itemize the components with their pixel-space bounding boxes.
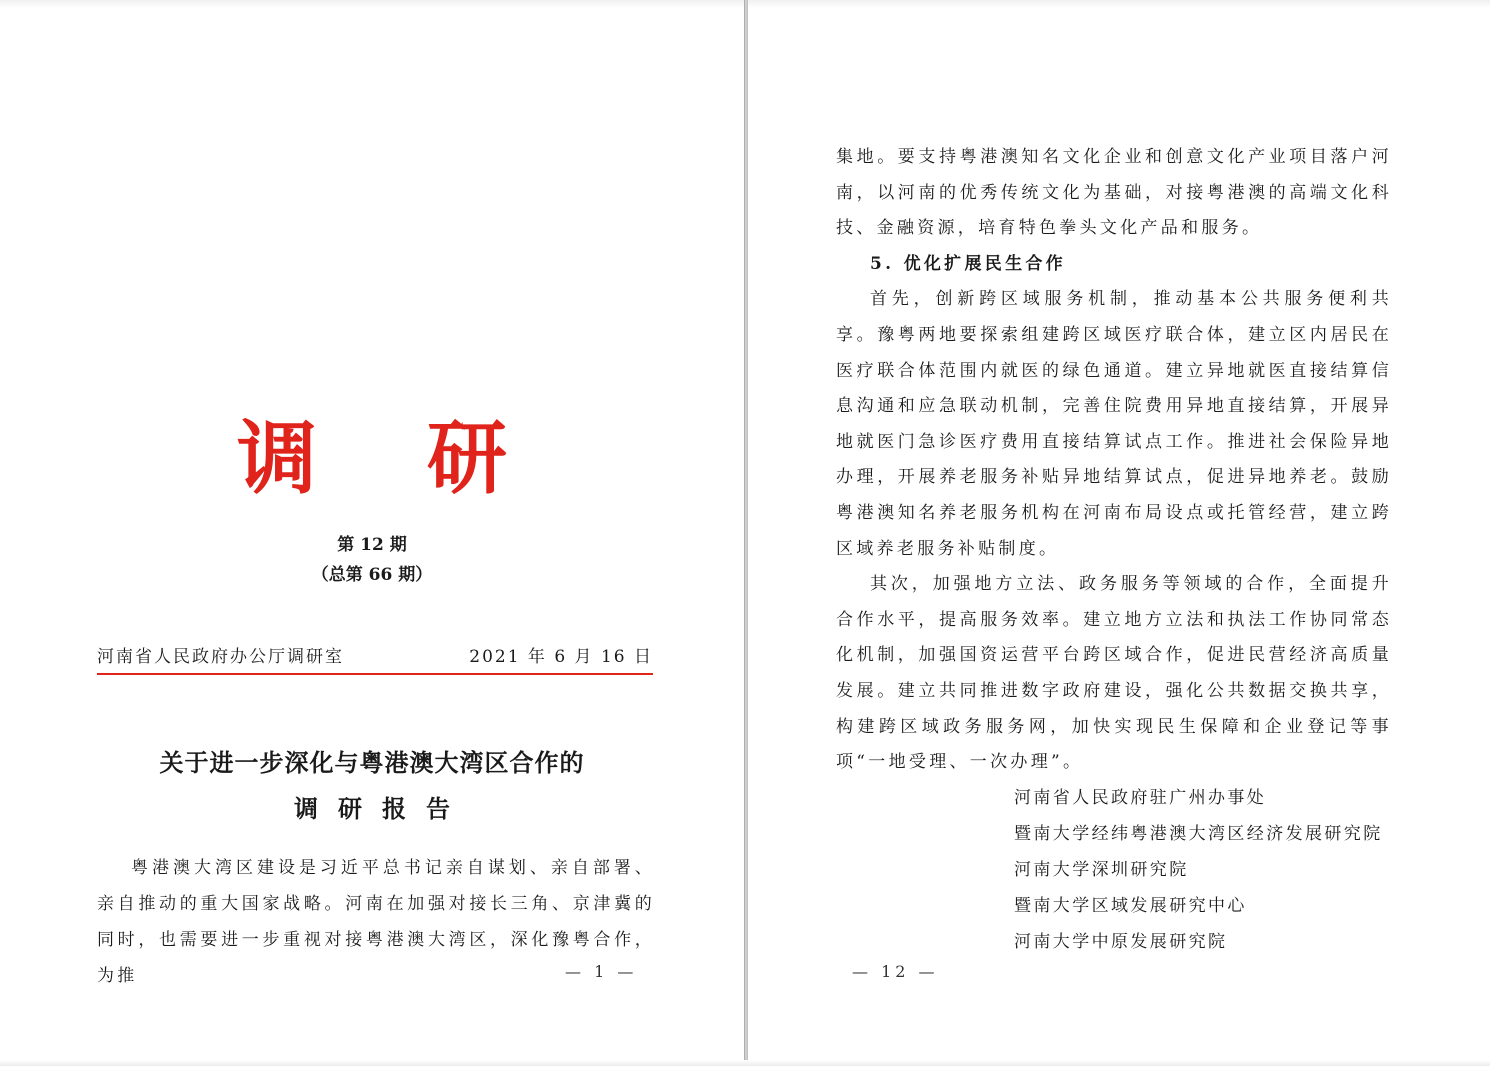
signature-line: 暨南大学经纬粤港澳大湾区经济发展研究院 bbox=[1014, 824, 1383, 844]
report-title-line2: 调研报告 bbox=[294, 794, 470, 823]
red-divider bbox=[97, 673, 653, 675]
masthead-title: 调研 bbox=[237, 411, 617, 505]
report-title-line1: 关于进一步深化与粤港澳大湾区合作的 bbox=[159, 748, 585, 777]
issue-info bbox=[0, 530, 744, 590]
publish-date: 2021 年 6 月 16 日 bbox=[469, 646, 653, 667]
report-title bbox=[0, 740, 744, 832]
publisher-line bbox=[97, 638, 653, 670]
section-heading: 5. 优化扩展民生合作 bbox=[870, 253, 1066, 274]
bottom-page-edge bbox=[0, 1060, 1490, 1066]
left-body-paragraph: 粤港澳大湾区建设是习近平总书记亲自谋划、亲自部署、亲自推动的重大国家战略。河南在加强对接长三角、京津冀的同时，也需要进一步重视对接粤港澳大湾区，深化豫粤合作，为推 bbox=[97, 858, 655, 986]
signature-line: 河南大学中原发展研究院 bbox=[1014, 932, 1228, 952]
left-page-number: — 1 — bbox=[565, 962, 638, 981]
signature-line: 河南大学深圳研究院 bbox=[1014, 860, 1189, 880]
issue-total: （总第 66 期） bbox=[311, 565, 433, 585]
signature-line: 暨南大学区域发展研究中心 bbox=[1014, 896, 1247, 916]
signature-block bbox=[1014, 780, 1414, 960]
right-page-number: — 12 — bbox=[852, 962, 939, 981]
right-paragraph-2: 首先，创新跨区域服务机制，推动基本公共服务便利共享。豫粤两地要探索组建跨区域医疗联合体，建立区内居民在医疗联合体范围内就医的绿色通道。建立异地就医直接结算信息沟通和应急联动机制，完善住院费用异地直接结算，开展异地就医门急诊医疗费用直接结算试点工作。推进社会保险异地办理，开展养老服务补贴异地结算试点，促进异地养老。鼓励粤港澳知名养老服务机构在河南布局设点或托管经营，建立跨区域养老服务补贴制度。 bbox=[836, 289, 1392, 559]
issue-number: 第 12 期 bbox=[337, 535, 407, 555]
right-paragraph-3: 其次，加强地方立法、政务服务等领域的合作，全面提升合作水平，提高服务效率。建立地方立法和执法工作协同常态化机制，加强国资运营平台跨区域合作，促进民营经济高质量发展。建立共同推进数字政府建设，强化公共数据交换共享，构建跨区域政务服务网，加快实现民生保障和企业登记等事项“一地受理、一次办理”。 bbox=[836, 574, 1392, 773]
right-body bbox=[836, 140, 1392, 781]
signature-line: 河南省人民政府驻广州办事处 bbox=[1014, 788, 1267, 808]
right-paragraph-1: 集地。要支持粤港澳知名文化企业和创意文化产业项目落户河南，以河南的优秀传统文化为基础，对接粤港澳的高端文化科技、金融资源，培育特色拳头文化产品和服务。 bbox=[836, 147, 1392, 239]
publisher-office: 河南省人民政府办公厅调研室 bbox=[97, 646, 344, 667]
